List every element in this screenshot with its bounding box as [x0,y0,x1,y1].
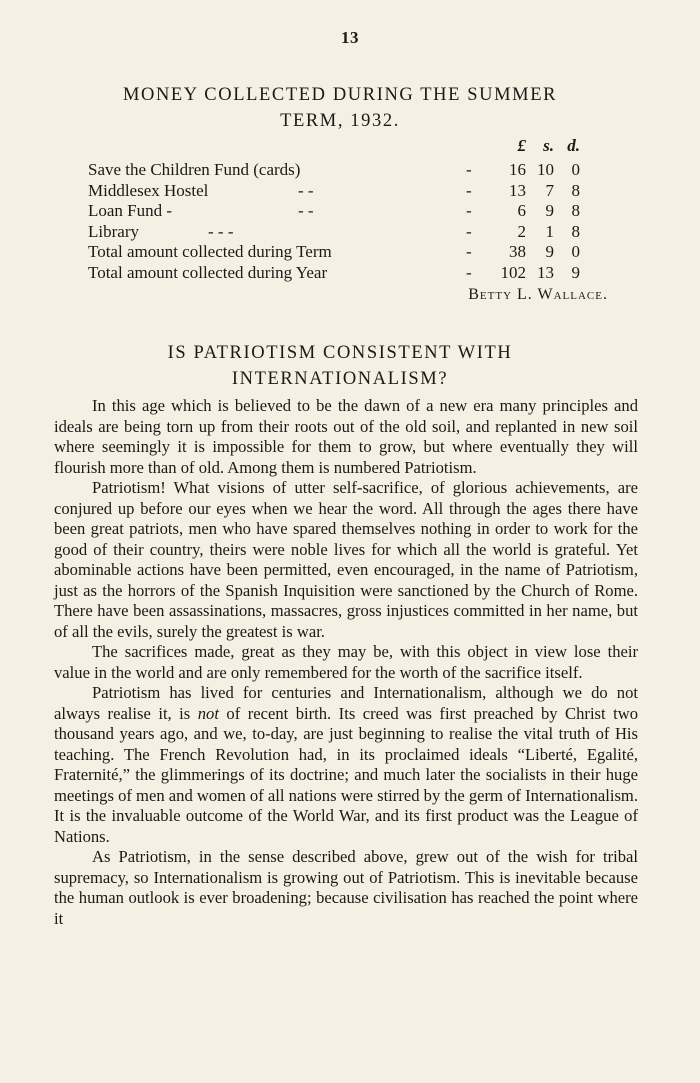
money-row-pence: 8 [571,201,580,220]
money-row-label: Save the Children Fund (cards) [88,160,301,179]
essay-title-line-2: INTERNATIONALISM? [231,369,449,389]
paragraph-text: of recent birth. Its creed was first preached by Christ two thousand years ago, and we, to-day, are just beginning to realise the vital truth of His teaching. The French Revolution had, in its proclaimed ideals “Liberté, Egalité, Fraternité,” the glimmerings of its doctrine; and much later the socialists in their huge meetings of men and women of all nations were stirred by the germ of Internationalism. It is the invaluable outcome of the World War, and its first product was the League of Nations. [54,703,638,846]
unit-pounds: £ [517,136,526,155]
money-row-dash: - [466,221,472,241]
money-row [88,181,608,202]
money-row-leader: - - [298,201,314,220]
money-row [88,242,608,263]
paragraph: The sacrifices made, great as they may be, with this object in view lose their value in the world and are only remembered for the worth of the sacrifice itself. [54,642,638,682]
unit-pence: d. [567,136,580,155]
money-row-pence: 0 [571,242,580,261]
money-row-dash: - [466,201,472,220]
money-row-leader: - - [298,180,314,200]
money-row-pence: 0 [571,160,580,179]
money-row-label: Middlesex Hostel [88,180,209,200]
emphasis-text: not [197,703,219,723]
money-row-pence: 8 [571,221,580,241]
paragraph: As Patriotism, in the sense described above, grew out of the wish for tribal supremacy, so Internationalism is growing out of Patriotism. This is inevitable because the human outlook is ever broadening; because civilisation has reached the point where it [54,847,638,928]
money-row-dash: - [466,242,472,261]
money-row-label: Total amount collected during Year [88,262,328,282]
money-row-pence: 8 [571,180,580,200]
page-number: 13 [341,28,359,47]
money-row-pounds: 38 [509,242,526,261]
paragraph-text: Patriotism has lived for centuries and Internationalism, although we do not always realise it, is [54,683,638,723]
money-row-shillings: 1 [545,221,554,241]
unit-shillings: s. [543,136,554,155]
money-row-pounds: 6 [517,201,526,220]
money-row-shillings: 10 [537,160,554,179]
money-row-pounds: 16 [509,160,526,179]
money-row [88,160,608,181]
money-row [88,201,608,222]
essay-title [80,340,600,392]
money-row [88,222,608,243]
money-row-dash: - [466,180,472,200]
money-title-line-1: MONEY COLLECTED DURING THE SUMMER [122,85,558,105]
money-row-label: Library [88,221,139,241]
money-section-title [60,82,620,134]
money-title-line-2: TERM, 1932. [280,111,400,131]
money-row-shillings: 13 [537,262,554,282]
money-row-shillings: 9 [545,201,554,220]
author-signature: Betty L. Wallace. [468,286,608,303]
paragraph: In this age which is believed to be the dawn of a new era many principles and ideals are being torn up from their roots out of the old soil, and replanted in new soil where seemingly it is impossible for them to grow, but where eventually they will flourish more than of old. Among them is numbered Patriotism. [54,396,638,477]
paragraph: Patriotism! What visions of utter self-sacrifice, of glorious achievements, are conjured up before our eyes when we hear the word. All through the ages there have been great patriots, men who have spared themselves nothing in order to work for the good of their country, theirs were noble lives for which all the world is grateful. Yet abominable actions have been permitted, even encouraged, in the name of Patriotism, just as the horrors of the Spanish Inquisition were sanctioned by the Church of Rome. There have been assassinations, massacres, gross injustices committed in her name, but of all the evils, surely the greatest is war. [54,478,638,641]
money-row-dash: - [466,160,472,179]
paragraph [54,683,638,847]
money-row-pounds: 102 [500,262,526,282]
money-row-label: Loan Fund - [88,201,173,220]
money-row-pounds: 13 [509,180,526,200]
money-row-shillings: 9 [545,242,554,261]
money-units-header [88,136,608,160]
money-row-label: Total amount collected during Term [88,242,332,261]
money-row-dash: - [466,262,472,282]
essay-body [54,396,638,929]
essay-title-line-1: IS PATRIOTISM CONSISTENT WITH [167,343,513,363]
money-row-pounds: 2 [517,221,526,241]
money-row [88,263,608,284]
money-table [88,136,608,283]
money-row-leader: - - - [208,221,234,241]
money-row-pence: 9 [571,262,580,282]
money-row-shillings: 7 [545,180,554,200]
